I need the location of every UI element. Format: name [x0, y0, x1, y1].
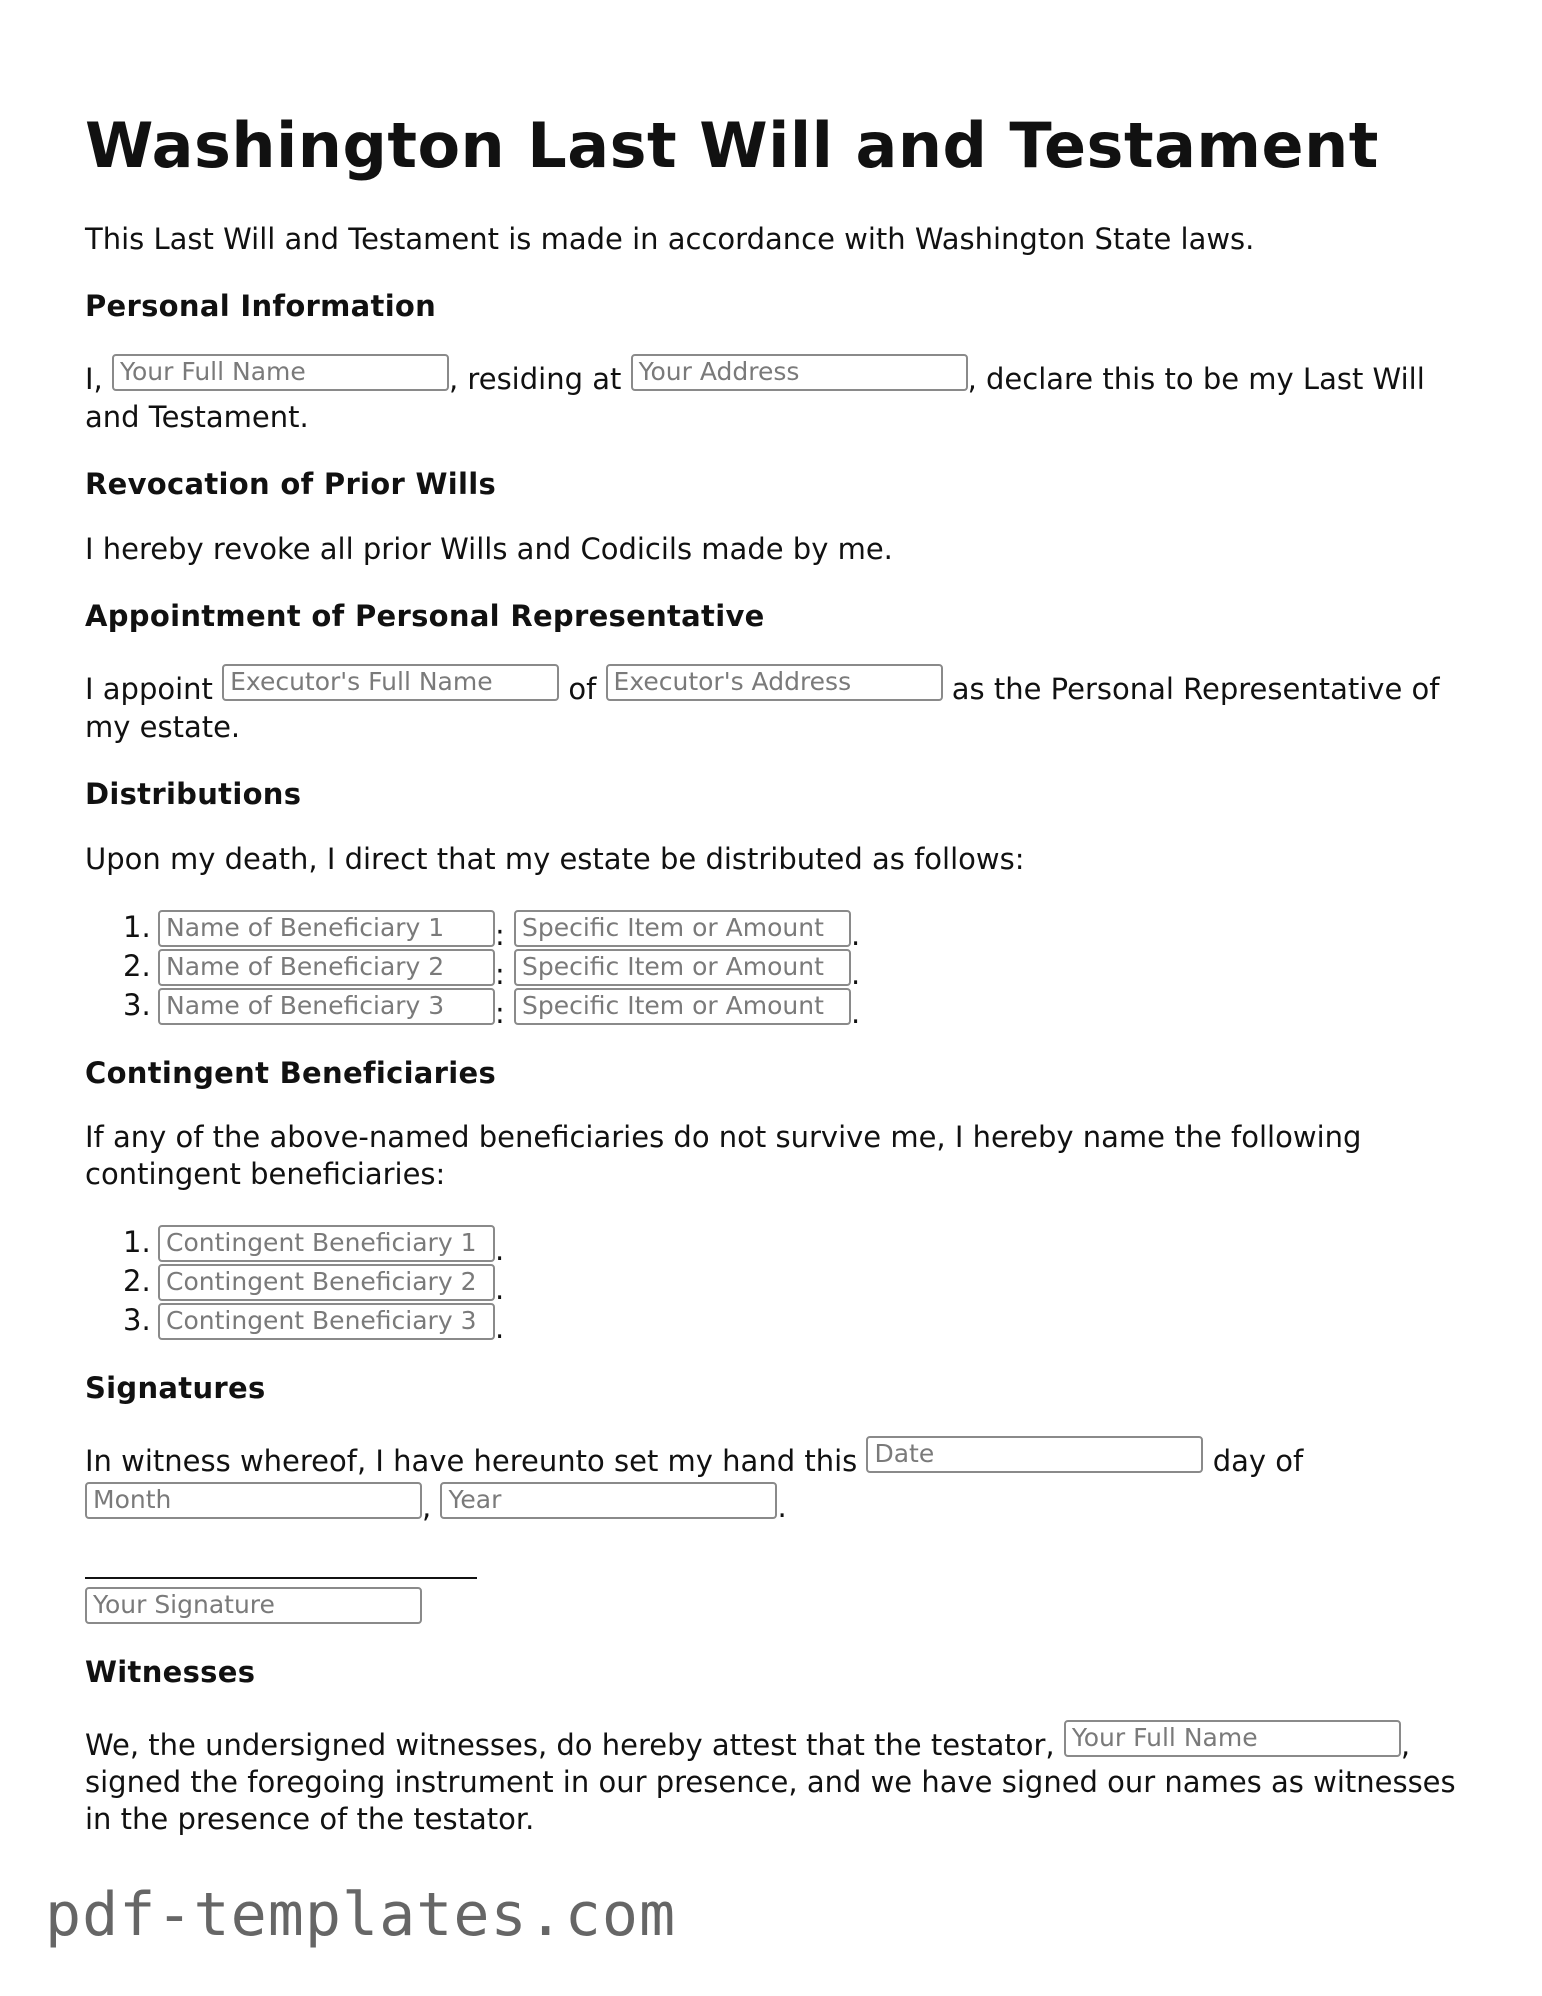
list-number: 3. — [123, 988, 151, 1022]
address-field[interactable]: Your Address — [631, 354, 968, 391]
beneficiary-item-field-2[interactable]: Specific Item or Amount — [514, 949, 851, 986]
beneficiary-item-field-1[interactable]: Specific Item or Amount — [514, 910, 851, 947]
list-number: 2. — [123, 949, 151, 983]
contingent-list — [85, 1223, 1465, 1345]
personal-text-1: I, — [85, 362, 103, 396]
contingent-heading: Contingent Beneficiaries — [85, 1056, 497, 1090]
witnesses-paragraph — [85, 1718, 1465, 1838]
list-number: 3. — [123, 1303, 151, 1337]
appointment-heading: Appointment of Personal Representative — [85, 599, 765, 633]
signatures-heading: Signatures — [85, 1371, 266, 1405]
list-item — [85, 1262, 1465, 1306]
signatures-text-2: day of — [1212, 1444, 1304, 1478]
witnesses-text-1: We, the undersigned witnesses, do hereby attest that the testator, — [85, 1728, 1055, 1762]
personal-text-2: , residing at — [449, 362, 622, 396]
signatures-paragraph — [85, 1434, 1465, 1526]
appointment-text-3: as the Personal Representative of my estate. — [85, 672, 1440, 744]
list-separator: : — [495, 996, 505, 1030]
list-number: 1. — [123, 910, 151, 944]
beneficiary-name-field-3[interactable]: Name of Beneficiary 3 — [158, 988, 495, 1025]
distributions-list — [85, 908, 1465, 1030]
list-item — [85, 1223, 1465, 1267]
contingent-text: If any of the above-named beneficiaries do not survive me, I hereby name the following contingent beneficiaries: — [85, 1120, 1362, 1191]
beneficiary-name-field-2[interactable]: Name of Beneficiary 2 — [158, 949, 495, 986]
signatures-text-3: , — [422, 1490, 432, 1524]
contingent-beneficiary-field-3[interactable]: Contingent Beneficiary 3 — [158, 1303, 495, 1340]
will-document — [85, 0, 1465, 1838]
list-end: . — [851, 918, 861, 952]
executor-name-field[interactable]: Executor's Full Name — [222, 664, 559, 701]
watermark: pdf-templates.com — [45, 1880, 677, 1950]
list-end: . — [495, 1272, 505, 1306]
list-end: . — [851, 996, 861, 1030]
testator-name-field[interactable]: Your Full Name — [1064, 1720, 1401, 1757]
list-item — [85, 908, 1465, 952]
list-number: 2. — [123, 1264, 151, 1298]
year-field[interactable]: Year — [440, 1482, 777, 1519]
list-separator: : — [495, 957, 505, 991]
list-item — [85, 986, 1465, 1030]
list-end: . — [495, 1311, 505, 1345]
distributions-heading: Distributions — [85, 777, 302, 811]
list-number: 1. — [123, 1225, 151, 1259]
revocation-text: I hereby revoke all prior Wills and Codicils made by me. — [85, 532, 893, 566]
witnesses-text-2: , signed the foregoing instrument in our presence, and we have signed our names as witnesses in the presence of the testator. — [85, 1728, 1456, 1836]
contingent-beneficiary-field-1[interactable]: Contingent Beneficiary 1 — [158, 1225, 495, 1262]
signatures-text-1: In witness whereof, I have hereunto set my hand this — [85, 1444, 858, 1478]
list-separator: : — [495, 918, 505, 952]
personal-information-heading: Personal Information — [85, 289, 437, 323]
signature-field[interactable]: Your Signature — [85, 1587, 422, 1624]
date-field[interactable]: Date — [866, 1436, 1203, 1473]
revocation-heading: Revocation of Prior Wills — [85, 467, 497, 501]
month-field[interactable]: Month — [85, 1482, 422, 1519]
beneficiary-name-field-1[interactable]: Name of Beneficiary 1 — [158, 910, 495, 947]
appointment-text-1: I appoint — [85, 672, 213, 706]
contingent-beneficiary-field-2[interactable]: Contingent Beneficiary 2 — [158, 1264, 495, 1301]
signatures-text-4: . — [777, 1490, 787, 1524]
beneficiary-item-field-3[interactable]: Specific Item or Amount — [514, 988, 851, 1025]
distributions-text: Upon my death, I direct that my estate be distributed as follows: — [85, 842, 1025, 876]
list-end: . — [495, 1233, 505, 1267]
intro-text: This Last Will and Testament is made in accordance with Washington State laws. — [85, 222, 1255, 256]
appointment-paragraph — [85, 662, 1465, 746]
signature-line — [85, 1577, 477, 1579]
list-item — [85, 1301, 1465, 1345]
full-name-field[interactable]: Your Full Name — [112, 354, 449, 391]
executor-address-field[interactable]: Executor's Address — [606, 664, 943, 701]
appointment-text-2: of — [568, 672, 597, 706]
list-end: . — [851, 957, 861, 991]
personal-text-3: , declare this to be my Last Will and Testament. — [85, 362, 1425, 434]
list-item — [85, 947, 1465, 991]
page-title: Washington Last Will and Testament — [85, 109, 1379, 182]
personal-information-paragraph — [85, 352, 1465, 436]
witnesses-heading: Witnesses — [85, 1655, 256, 1689]
